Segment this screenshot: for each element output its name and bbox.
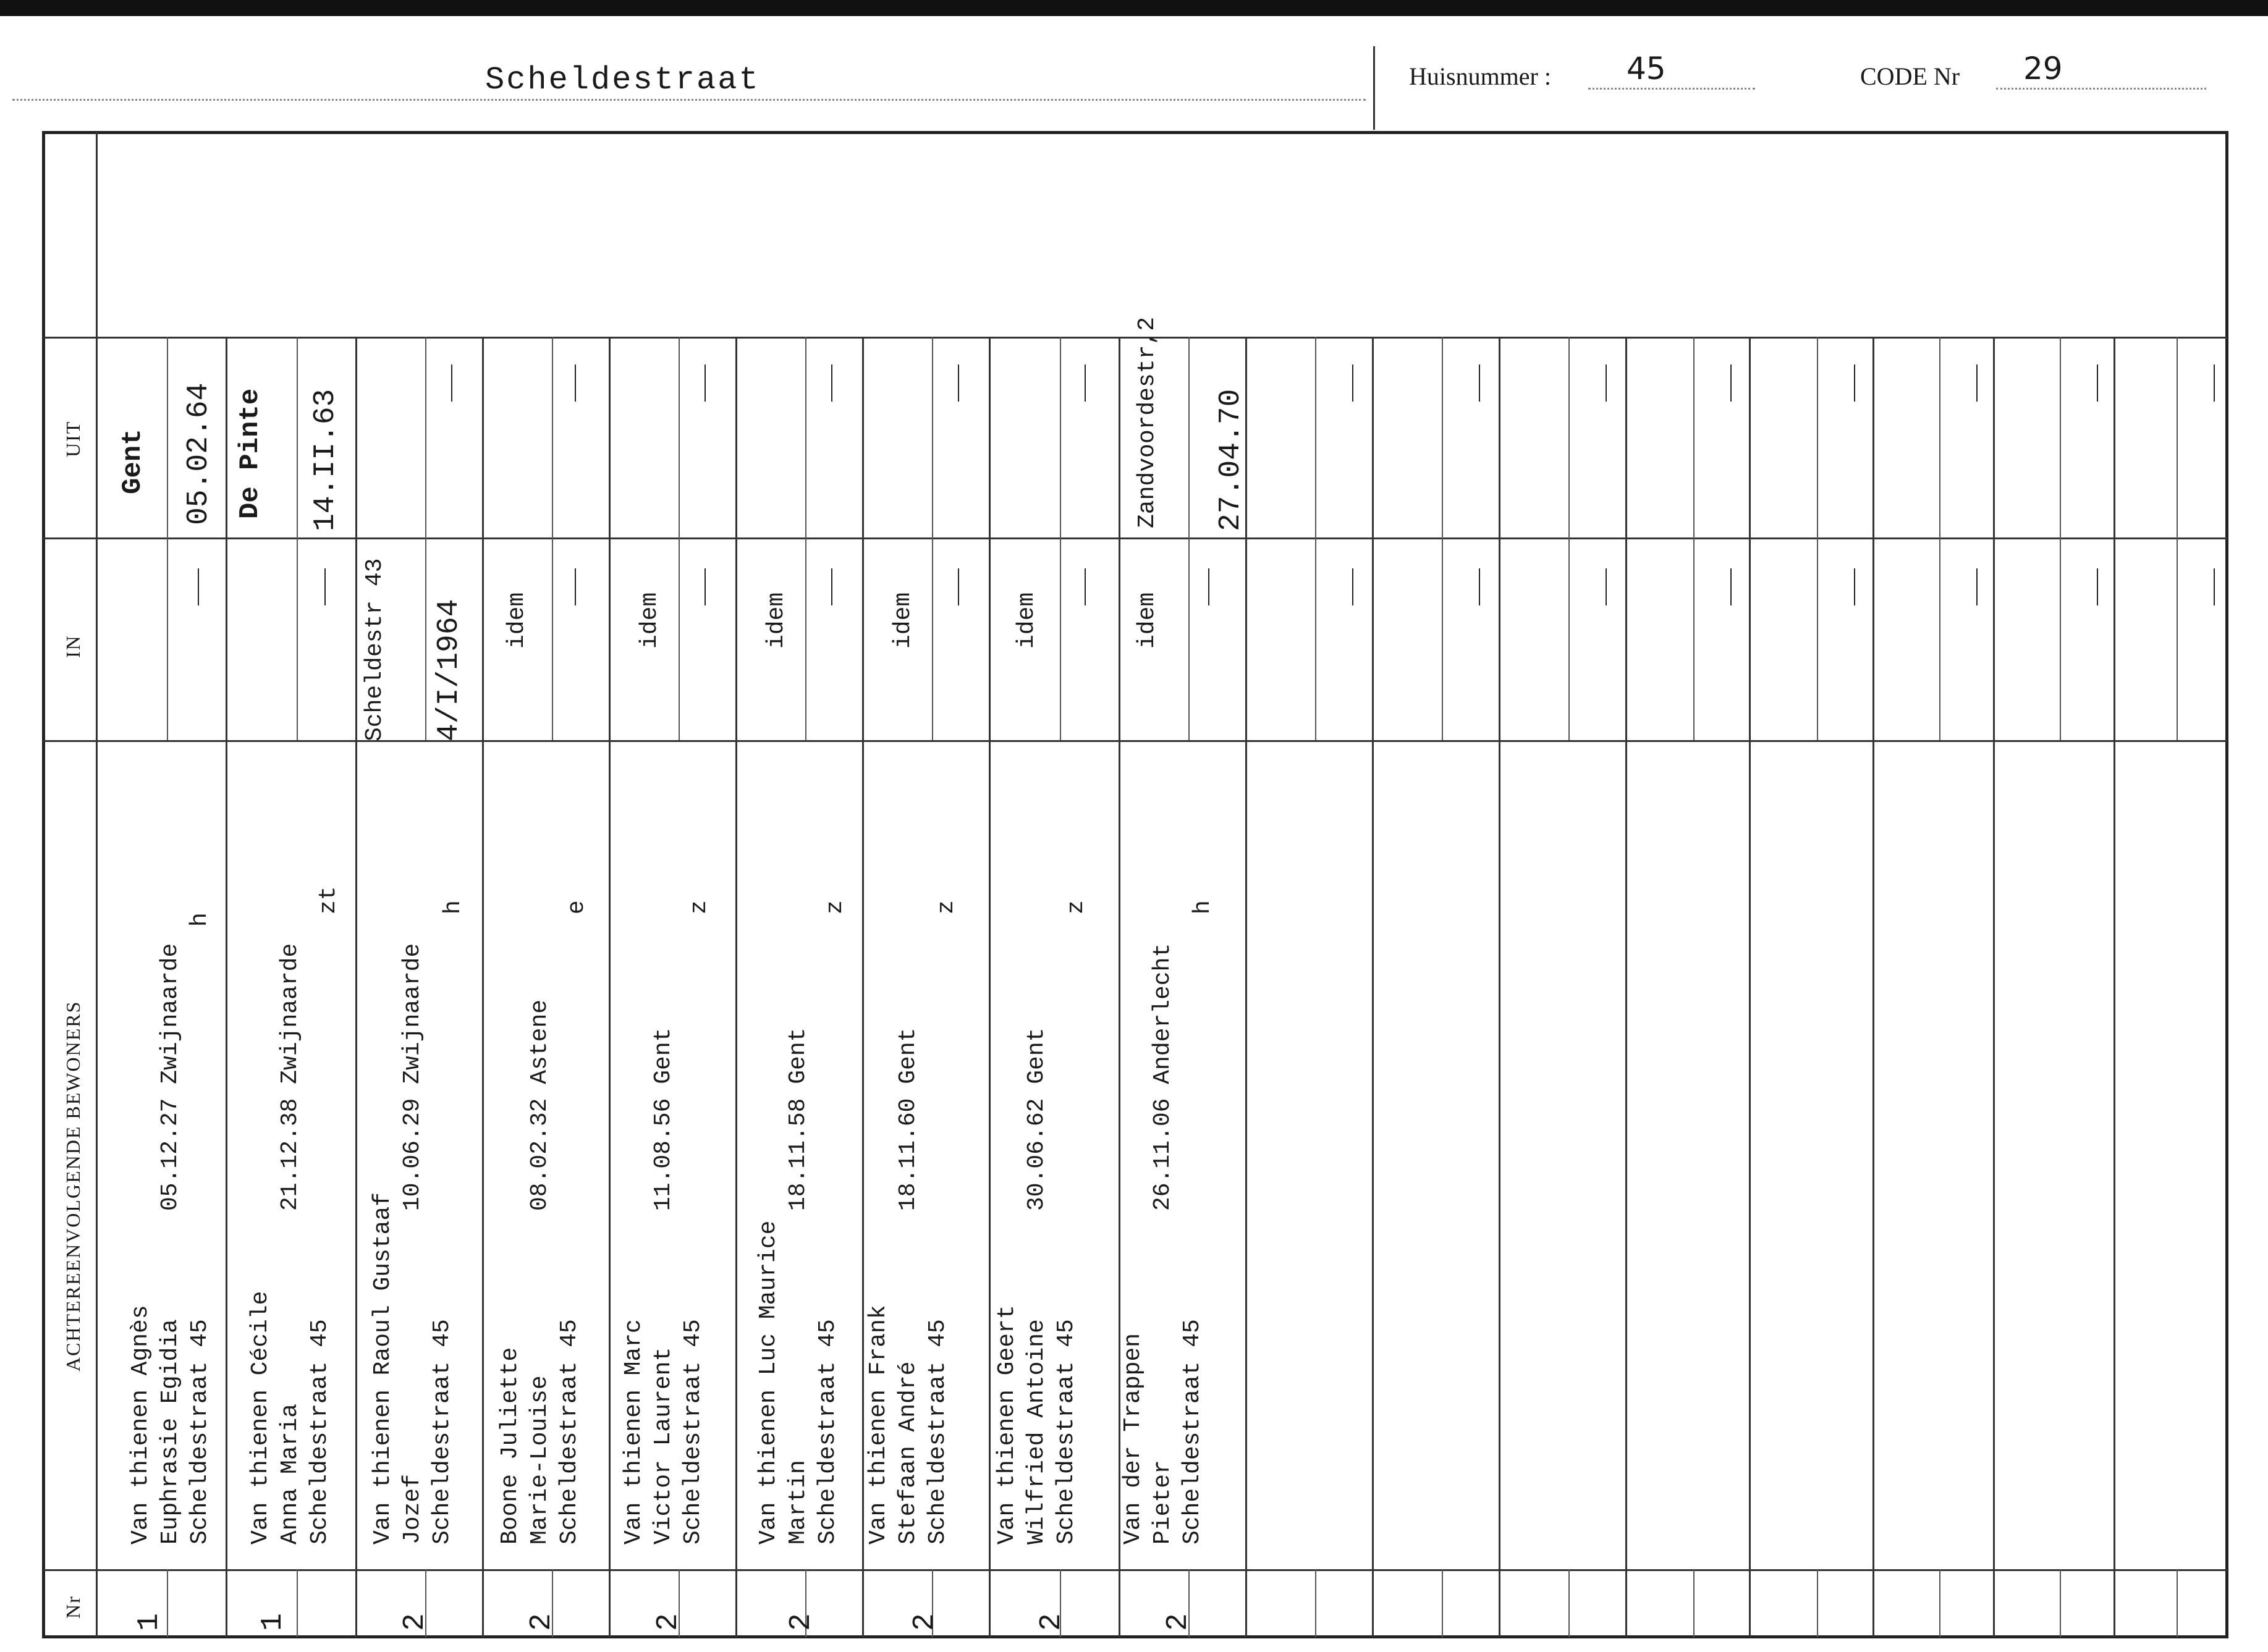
resident-name-line-2: Victor Laurent bbox=[650, 1347, 677, 1545]
resident-name-line-2: Jozef bbox=[399, 1473, 426, 1545]
in-date-dash bbox=[575, 568, 576, 605]
code-underline bbox=[1996, 88, 2206, 90]
subcolumn-divider bbox=[932, 337, 933, 537]
subcolumn-divider bbox=[1939, 1569, 1940, 1637]
empty-dash bbox=[1352, 568, 1353, 605]
column-divider bbox=[735, 337, 737, 1637]
empty-dash bbox=[2097, 568, 2098, 605]
resident-address: Scheldestraat 45 bbox=[680, 1319, 706, 1545]
header-separator bbox=[1373, 46, 1375, 130]
resident-name-line-1: Van thienen Raoul Gustaaf bbox=[370, 1192, 396, 1545]
in-date-dash bbox=[705, 568, 706, 605]
bewoners-nr-line bbox=[43, 1569, 2227, 1571]
resident-birth: 10.06.29 Zwijnaarde bbox=[399, 943, 426, 1211]
uit-date-dash bbox=[575, 365, 576, 402]
resident-nr: 2 bbox=[1035, 1613, 1068, 1631]
resident-nr: 1 bbox=[256, 1613, 290, 1631]
code-number-value: 29 bbox=[2023, 51, 2063, 86]
empty-dash bbox=[1606, 365, 1607, 402]
uit-place: Gent bbox=[117, 429, 148, 494]
in-date-dash bbox=[1085, 568, 1086, 605]
empty-dash bbox=[2214, 365, 2215, 402]
subcolumn-divider bbox=[167, 537, 168, 740]
subcolumn-divider bbox=[679, 337, 680, 537]
subcolumn-divider bbox=[2060, 337, 2061, 537]
house-number-underline bbox=[1588, 88, 1755, 90]
subcolumn-divider bbox=[1817, 1569, 1818, 1637]
section-label-in: IN bbox=[62, 634, 84, 658]
resident-mark: h bbox=[1190, 900, 1216, 914]
column-divider bbox=[1872, 337, 1874, 1637]
street-name: Scheldestraat bbox=[485, 62, 760, 98]
empty-dash bbox=[1854, 365, 1855, 402]
subcolumn-divider bbox=[425, 337, 426, 537]
subcolumn-divider bbox=[2060, 1569, 2061, 1637]
street-underline bbox=[12, 99, 1366, 101]
resident-name-line-1: Van thienen Agnès bbox=[127, 1305, 154, 1545]
resident-name-line-2: Stefaan André bbox=[895, 1361, 921, 1545]
label-column-divider bbox=[96, 132, 98, 1637]
column-divider bbox=[1993, 337, 1995, 1637]
house-number-value: 45 bbox=[1627, 51, 1666, 86]
uit-date-dash bbox=[831, 365, 832, 402]
resident-nr: 2 bbox=[652, 1613, 685, 1631]
subcolumn-divider bbox=[552, 537, 553, 740]
subcolumn-divider bbox=[932, 537, 933, 740]
resident-address: Scheldestraat 45 bbox=[556, 1319, 583, 1545]
empty-dash bbox=[1854, 568, 1855, 605]
in-date-dash bbox=[198, 568, 199, 605]
resident-name-line-1: Van thienen Geert bbox=[994, 1305, 1020, 1545]
resident-name-line-2: Wilfried Antoine bbox=[1023, 1319, 1050, 1545]
in-place: Scheldestr 43 bbox=[362, 558, 388, 741]
column-divider bbox=[609, 337, 611, 1637]
uit-date-dash bbox=[958, 365, 959, 402]
resident-birth: 18.11.60 Gent bbox=[895, 1027, 921, 1211]
subcolumn-divider bbox=[425, 537, 426, 740]
empty-dash bbox=[1730, 568, 1732, 605]
in-place: idem bbox=[504, 592, 530, 649]
subcolumn-divider bbox=[1442, 337, 1443, 537]
subcolumn-divider bbox=[1188, 337, 1190, 537]
resident-birth: 26.11.06 Anderlecht bbox=[1149, 943, 1176, 1211]
in-place: idem bbox=[890, 592, 916, 649]
subcolumn-divider bbox=[1817, 337, 1818, 537]
resident-mark: e bbox=[564, 900, 590, 914]
resident-mark: z bbox=[933, 900, 960, 914]
resident-address: Scheldestraat 45 bbox=[1179, 1319, 1206, 1545]
uit-date-dash bbox=[1085, 365, 1086, 402]
subcolumn-divider bbox=[1568, 537, 1570, 740]
subcolumn-divider bbox=[2177, 1569, 2178, 1637]
column-divider bbox=[862, 337, 864, 1637]
subcolumn-divider bbox=[297, 337, 298, 537]
subcolumn-divider bbox=[297, 537, 298, 740]
subcolumn-divider bbox=[1693, 1569, 1695, 1637]
resident-nr: 2 bbox=[1162, 1613, 1195, 1631]
resident-name-line-1: Van thienen Frank bbox=[865, 1305, 892, 1545]
subcolumn-divider bbox=[1817, 537, 1818, 740]
resident-mark: zt bbox=[315, 886, 342, 914]
subcolumn-divider bbox=[1060, 537, 1061, 740]
resident-address: Scheldestraat 45 bbox=[815, 1319, 841, 1545]
resident-mark: z bbox=[822, 900, 848, 914]
in-place: idem bbox=[763, 592, 790, 649]
resident-birth: 21.12.38 Zwijnaarde bbox=[277, 943, 303, 1211]
empty-dash bbox=[1730, 365, 1732, 402]
empty-dash bbox=[1976, 568, 1978, 605]
in-date-dash bbox=[958, 568, 959, 605]
resident-mark: h bbox=[187, 912, 213, 927]
subcolumn-divider bbox=[1315, 337, 1316, 537]
column-divider bbox=[1625, 337, 1627, 1637]
resident-name-line-1: Van thienen Marc bbox=[620, 1319, 647, 1545]
empty-dash bbox=[2097, 365, 2098, 402]
resident-name-line-1: Van thienen Luc Maurice bbox=[755, 1220, 782, 1545]
subcolumn-divider bbox=[2177, 537, 2178, 740]
resident-address: Scheldestraat 45 bbox=[187, 1319, 213, 1545]
subcolumn-divider bbox=[1315, 537, 1316, 740]
empty-dash bbox=[1479, 365, 1480, 402]
resident-birth: 08.02.32 Astene bbox=[527, 999, 553, 1211]
resident-name-line-1: Van thienen Cécile bbox=[247, 1291, 274, 1545]
subcolumn-divider bbox=[1060, 337, 1061, 537]
uit-date-dash bbox=[705, 365, 706, 402]
resident-address: Scheldestraat 45 bbox=[429, 1319, 455, 1545]
empty-dash bbox=[1479, 568, 1480, 605]
column-divider bbox=[355, 337, 357, 1637]
resident-mark: z bbox=[686, 900, 713, 914]
in-date-dash bbox=[831, 568, 832, 605]
uit-date: 05.02.64 bbox=[182, 382, 216, 525]
uit-date: 27.04.70 bbox=[1214, 389, 1248, 531]
resident-name-line-2: Euphrasie Egidia bbox=[157, 1319, 184, 1545]
uit-place: De Pinte bbox=[235, 388, 266, 519]
resident-nr: 2 bbox=[908, 1613, 942, 1631]
subcolumn-divider bbox=[297, 1569, 298, 1637]
subcolumn-divider bbox=[552, 337, 553, 537]
in-date-dash bbox=[1208, 568, 1209, 605]
in-place: idem bbox=[637, 592, 663, 649]
resident-nr: 2 bbox=[399, 1613, 432, 1631]
uit-place: Zandvoordestr,2 bbox=[1134, 316, 1161, 528]
resident-nr: 2 bbox=[785, 1613, 818, 1631]
house-number-label: Huisnummer : bbox=[1409, 62, 1551, 90]
subcolumn-divider bbox=[1568, 337, 1570, 537]
resident-name-line-1: Van der Trappen bbox=[1120, 1333, 1146, 1545]
uit-date: 14.II.63 bbox=[309, 389, 342, 531]
section-label-bewoners: ACHTEREENVOLGENDE BEWONERS bbox=[62, 1000, 84, 1372]
subcolumn-divider bbox=[805, 537, 806, 740]
empty-dash bbox=[1352, 365, 1353, 402]
in-date: 4/I/1964 bbox=[433, 599, 466, 741]
column-divider bbox=[1245, 337, 1247, 1637]
section-label-uit: UIT bbox=[62, 420, 84, 457]
column-divider bbox=[1499, 337, 1500, 1637]
subcolumn-divider bbox=[1939, 537, 1940, 740]
subcolumn-divider bbox=[1568, 1569, 1570, 1637]
resident-address: Scheldestraat 45 bbox=[307, 1319, 333, 1545]
resident-birth: 05.12.27 Zwijnaarde bbox=[157, 943, 184, 1211]
section-label-nr: Nr bbox=[62, 1595, 84, 1619]
column-divider bbox=[1749, 337, 1751, 1637]
column-divider bbox=[226, 337, 227, 1637]
resident-birth: 18.11.58 Gent bbox=[785, 1027, 811, 1211]
subcolumn-divider bbox=[2060, 537, 2061, 740]
uit-date-dash bbox=[451, 365, 452, 402]
empty-dash bbox=[1606, 568, 1607, 605]
in-place: idem bbox=[1013, 592, 1040, 649]
subcolumn-divider bbox=[1939, 337, 1940, 537]
column-divider bbox=[2114, 337, 2115, 1637]
resident-address: Scheldestraat 45 bbox=[925, 1319, 951, 1545]
subcolumn-divider bbox=[1315, 1569, 1316, 1637]
resident-name-line-2: Pieter bbox=[1149, 1460, 1176, 1545]
resident-birth: 30.06.62 Gent bbox=[1023, 1027, 1050, 1211]
subcolumn-divider bbox=[679, 537, 680, 740]
empty-dash bbox=[2214, 568, 2215, 605]
in-date-dash bbox=[324, 568, 326, 605]
subcolumn-divider bbox=[167, 1569, 168, 1637]
column-divider bbox=[482, 337, 484, 1637]
code-label: CODE Nr bbox=[1860, 62, 1960, 90]
subcolumn-divider bbox=[2177, 337, 2178, 537]
resident-nr: 2 bbox=[525, 1613, 559, 1631]
resident-name-line-1: Boone Juliette bbox=[497, 1347, 523, 1545]
subcolumn-divider bbox=[805, 337, 806, 537]
subcolumn-divider bbox=[1693, 337, 1695, 537]
empty-dash bbox=[1976, 365, 1978, 402]
resident-mark: h bbox=[440, 900, 467, 914]
resident-birth: 11.08.56 Gent bbox=[650, 1027, 677, 1211]
subcolumn-divider bbox=[1442, 1569, 1443, 1637]
top-border bbox=[0, 0, 2268, 16]
resident-nr: 1 bbox=[133, 1613, 166, 1631]
resident-address: Scheldestraat 45 bbox=[1053, 1319, 1080, 1545]
subcolumn-divider bbox=[167, 337, 168, 537]
column-divider bbox=[989, 337, 991, 1637]
uit-in-line bbox=[43, 537, 2227, 539]
subcolumn-divider bbox=[1442, 537, 1443, 740]
resident-name-line-2: Anna Maria bbox=[277, 1403, 303, 1545]
subcolumn-divider bbox=[1693, 537, 1695, 740]
street-header bbox=[0, 37, 1372, 130]
resident-name-line-2: Marie-Louise bbox=[527, 1375, 553, 1545]
column-divider bbox=[1372, 337, 1374, 1637]
resident-mark: z bbox=[1063, 900, 1090, 914]
in-place: idem bbox=[1134, 592, 1161, 649]
subcolumn-divider bbox=[1188, 537, 1190, 740]
resident-name-line-2: Martin bbox=[785, 1460, 811, 1545]
